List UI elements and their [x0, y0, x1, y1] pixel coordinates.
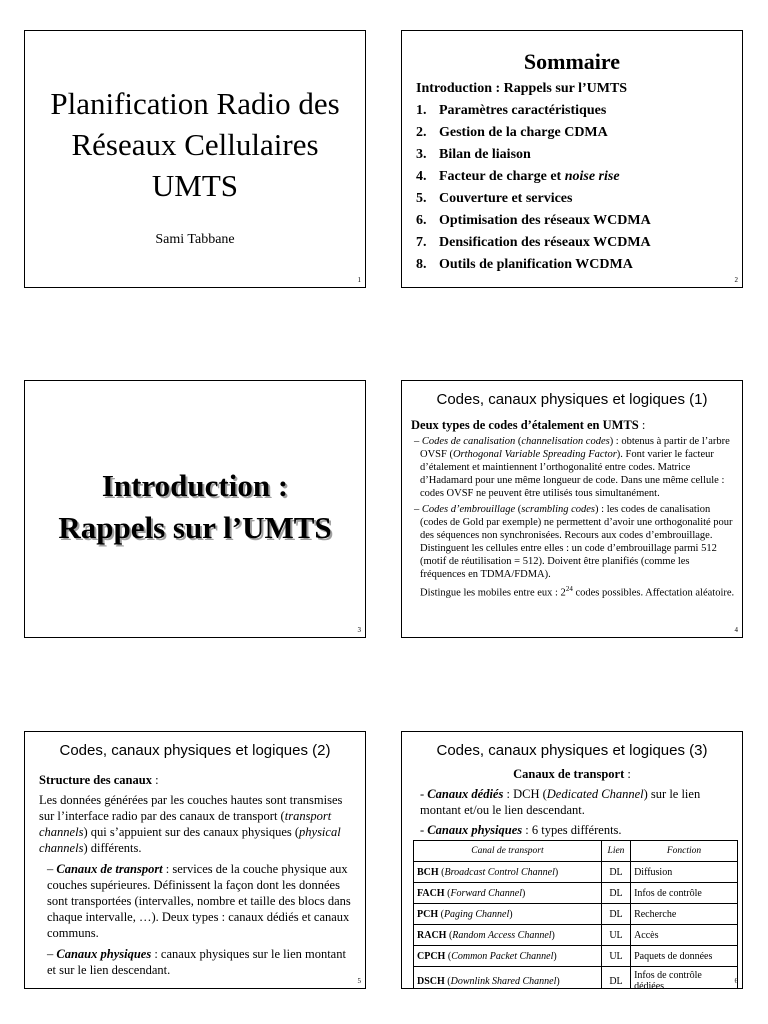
slide-1-title: Planification Radio des Réseaux Cellulaires UMTS: [50, 86, 340, 203]
table-cell: Recherche: [631, 904, 738, 925]
table-cell: UL: [601, 925, 630, 946]
summary-item-num: 1.: [416, 103, 427, 118]
table-row: [414, 883, 738, 904]
term: physical channels: [39, 825, 341, 855]
summary-item: [416, 254, 742, 276]
slide-5-title: Codes, canaux physiques et logiques (2): [59, 742, 331, 759]
term: Orthogonal Variable Spreading Factor: [452, 449, 617, 460]
term: channelisation codes: [521, 436, 610, 447]
transport-channels-bullet: [47, 861, 357, 941]
text: ) sur le lien montant et/ou le lien descendant.: [420, 787, 701, 817]
table-row: [414, 946, 738, 967]
physical-channels-bullet: [47, 946, 357, 978]
slide-4-subtitle: [411, 418, 742, 433]
summary-item-label: Densification des réseaux WCDMA: [439, 235, 651, 250]
table-cell: Infos de contrôle: [631, 883, 738, 904]
summary-item: [416, 232, 742, 254]
term: Canaux physiques: [56, 947, 152, 961]
term: scrambling codes: [521, 504, 596, 515]
channel-name: Forward Channel: [450, 887, 523, 899]
table-cell: PCH (Paging Channel): [414, 904, 602, 925]
slide-4-subtitle-text: Deux types de codes d’étalement en UMTS: [411, 418, 639, 432]
summary-item: [416, 144, 742, 166]
dash: -: [420, 787, 428, 801]
table-cell: Accès: [631, 925, 738, 946]
text: ). Font varier le facteur d’étalement et maintiennent l’orthogonalité entre codes. Matrice d’Hadamard pour une même longueur de code. Dans une même cellule : codes OVSF ne peuvent être utilisés tous simultanément.: [420, 449, 725, 499]
text: ) : obtenus à partir de l’arbre OVSF (: [420, 436, 730, 460]
channel-code: RACH: [417, 929, 447, 941]
physical-channels-line: [420, 822, 734, 838]
summary-item-label: Optimisation des réseaux WCDMA: [439, 213, 651, 228]
exponent: 24: [565, 585, 573, 593]
summary-item-label: Couverture et services: [439, 191, 573, 206]
channel-code: PCH: [417, 908, 439, 920]
slide-5-subtitle-colon: :: [151, 773, 159, 787]
channel-code: FACH: [417, 887, 445, 899]
slide-3-title-line-2: Rappels sur l’UMTS: [58, 510, 332, 545]
channel-name: Common Packet Channel: [451, 950, 554, 962]
slide-3: [24, 380, 366, 638]
summary-item-label-italic: noise rise: [564, 169, 620, 184]
channel-code: DSCH: [417, 975, 445, 987]
channel-name: Broadcast Control Channel: [444, 866, 555, 878]
table-cell: Paquets de données: [631, 946, 738, 967]
slide-4: [401, 380, 743, 638]
text: (: [515, 504, 522, 515]
channel-name: Downlink Shared Channel: [450, 975, 557, 987]
table-cell: UL: [601, 946, 630, 967]
table-cell: Infos de contrôle dédiées: [631, 967, 738, 990]
slide-6: [401, 731, 743, 989]
text: codes possibles. Affectation aléatoire.: [572, 587, 735, 599]
summary-item-num: 8.: [416, 257, 427, 272]
table-cell: FACH (Forward Channel): [414, 883, 602, 904]
table-header-row: [414, 841, 738, 862]
summary-intro: Introduction : Rappels sur l’UMTS: [416, 81, 628, 96]
channel-name: Paging Channel: [443, 908, 510, 920]
slide-2-number: 2: [734, 276, 738, 284]
dash: –: [414, 436, 422, 447]
table-cell: DL: [601, 904, 630, 925]
term: Canaux de transport: [56, 862, 163, 876]
transport-channels-table: [413, 840, 738, 989]
text: : DCH (: [503, 787, 547, 801]
summary-item-label: Facteur de charge et: [439, 169, 562, 184]
channel-name: Random Access Channel: [452, 929, 552, 941]
dash: –: [47, 862, 57, 876]
summary-item-label: Paramètres caractéristiques: [439, 103, 607, 118]
text: ) qui s’appuient sur des canaux physiques (: [83, 825, 300, 839]
slide-6-subtitle-colon: :: [624, 767, 631, 781]
channel-code: BCH: [417, 866, 439, 878]
summary-item-num: 6.: [416, 213, 427, 228]
term: Dedicated Channel: [546, 787, 644, 801]
slide-5-subtitle-text: Structure des canaux: [39, 773, 152, 787]
table-cell: RACH (Random Access Channel): [414, 925, 602, 946]
text: : canaux physiques sur le lien montant et sur le lien descendant.: [47, 947, 346, 977]
term: transport channels: [39, 809, 332, 839]
text: (: [515, 436, 522, 447]
dash: -: [420, 823, 428, 837]
slide-2: [401, 30, 743, 288]
summary-item-label: Bilan de liaison: [439, 147, 531, 162]
mobiles-paragraph: [420, 583, 735, 600]
slide-3-title-line-1: Introduction :: [101, 468, 289, 503]
summary-item-num: 2.: [416, 125, 427, 140]
table-cell: BCH (Broadcast Control Channel): [414, 862, 602, 883]
slide-4-subtitle-colon: :: [638, 418, 646, 432]
slide-3-number: 3: [357, 626, 361, 634]
table-row: [414, 967, 738, 990]
slide-3-title: [25, 465, 365, 549]
slide-2-title: Sommaire: [523, 49, 621, 74]
column-header: Lien: [601, 841, 630, 862]
summary-item-label: Outils de planification WCDMA: [439, 257, 633, 272]
summary-item: [416, 122, 742, 144]
summary-item-num: 5.: [416, 191, 427, 206]
summary-item: [416, 210, 742, 232]
table-row: [414, 925, 738, 946]
slide-5: [24, 731, 366, 989]
slide-6-title: Codes, canaux physiques et logiques (3): [436, 742, 708, 759]
summary-item-num: 7.: [416, 235, 427, 250]
summary-item-num: 4.: [416, 169, 427, 184]
table-cell: Diffusion: [631, 862, 738, 883]
table-cell: DSCH (Downlink Shared Channel): [414, 967, 602, 990]
text: ) différents.: [83, 841, 142, 855]
slide-5-number: 5: [357, 977, 361, 985]
column-header: Fonction: [631, 841, 738, 862]
summary-item: [416, 166, 742, 188]
slide-6-number: 6: [734, 977, 738, 985]
dash: –: [414, 504, 422, 515]
text: Distingue les mobiles entre eux : 2: [420, 587, 566, 599]
slide-1-author: Sami Tabbane: [155, 232, 235, 247]
slide-4-number: 4: [734, 626, 738, 634]
text: : 6 types différents.: [522, 823, 622, 837]
dash: –: [47, 947, 57, 961]
summary-item-num: 3.: [416, 147, 427, 162]
table-cell: DL: [601, 883, 630, 904]
column-header: Canal de transport: [414, 841, 602, 862]
text: ) : les codes de canalisation (codes de Gold par exemple) ne permettent d’avoir une orthogonalité pour des séquences non synchronisées. Recours aux codes d’embrouillage. Distinguent les cellules entre elles : un code d’embrouillage parmi 512 (motif de réutilisation = 512). Doivent être planifiés (comme les fréquences en TDMA/FDMA).: [420, 504, 733, 580]
slide-1: [24, 30, 366, 288]
term: Canaux dédiés: [427, 787, 504, 801]
summary-list: [402, 100, 742, 276]
channel-code: CPCH: [417, 950, 446, 962]
summary-item-label: Gestion de la charge CDMA: [439, 125, 608, 140]
slide-4-title: Codes, canaux physiques et logiques (1): [436, 391, 708, 408]
slide-5-subtitle: [39, 773, 365, 788]
text: : services de la couche physique aux couches supérieures. Définissent la façon dont les données sont transportées (intervalles, nombre et taille des blocs dans chaque intervalle, …). Deux types : canaux dédiés et canaux communs.: [47, 862, 351, 940]
slide-6-subtitle: [402, 767, 742, 782]
channel-structure-paragraph: [39, 792, 357, 856]
table-cell: DL: [601, 967, 630, 990]
dedicated-channels-line: [420, 786, 734, 818]
table-row: [414, 904, 738, 925]
text: Les données générées par les couches hautes sont transmises sur l’interface radio par des canaux de transport (: [39, 793, 343, 823]
scrambling-codes-paragraph: [414, 503, 735, 581]
slide-1-number: 1: [357, 276, 361, 284]
channelisation-codes-paragraph: [414, 435, 735, 500]
summary-item: [416, 100, 742, 122]
table-cell: DL: [601, 862, 630, 883]
table-row: [414, 862, 738, 883]
slide-6-subtitle-text: Canaux de transport: [513, 767, 625, 781]
term: Codes d’embrouillage: [421, 504, 516, 515]
summary-item: [416, 188, 742, 210]
table-cell: CPCH (Common Packet Channel): [414, 946, 602, 967]
term: Codes de canalisation: [421, 436, 516, 447]
term: Canaux physiques: [427, 823, 523, 837]
